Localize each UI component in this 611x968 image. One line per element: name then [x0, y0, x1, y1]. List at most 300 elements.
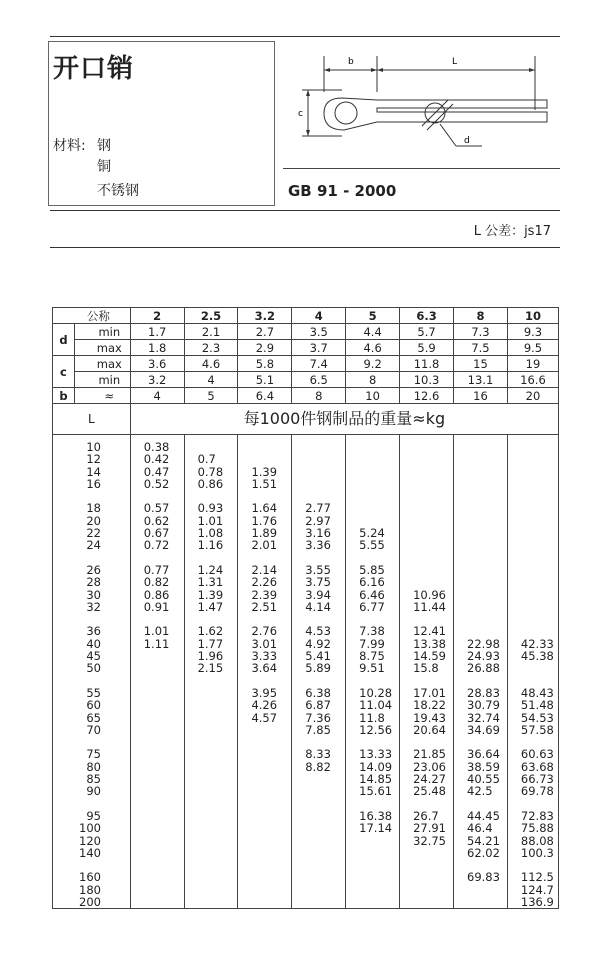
weight-value: 14.59 — [413, 649, 447, 664]
weight-value — [346, 835, 399, 847]
weight-value: 3.01 — [251, 636, 278, 651]
L-value: 24 — [86, 538, 101, 553]
weight-value — [292, 785, 345, 797]
weight-value: 13.38 — [413, 636, 447, 651]
nominal-label: 公称 — [53, 308, 131, 324]
weight-value: 11.8 — [359, 710, 385, 725]
weight-column — [238, 435, 292, 909]
table-cell: 8 — [346, 372, 400, 388]
weight-value: 3.33 — [251, 649, 278, 664]
weight-value: 42.33 — [520, 636, 554, 651]
weight-value: 8.82 — [305, 759, 331, 774]
weight-value: 1.16 — [197, 538, 224, 553]
L-value: 14 — [86, 464, 101, 479]
weight-value: 1.62 — [197, 624, 224, 639]
weight-value: 5.41 — [305, 649, 331, 664]
weight-value — [131, 662, 184, 674]
L-value: 75 — [86, 747, 101, 762]
weight-value: 66.73 — [520, 772, 554, 787]
table-cell: 9.3 — [507, 324, 558, 340]
weight-value — [508, 576, 558, 588]
weight-value: 69.78 — [520, 784, 554, 799]
weight-value — [292, 835, 345, 847]
table-cell: 2.9 — [238, 340, 292, 356]
table-cell: 4.4 — [346, 324, 400, 340]
weight-value — [238, 785, 291, 797]
weight-value — [400, 453, 453, 465]
table-cell: 19 — [507, 356, 558, 372]
weight-value — [508, 662, 558, 674]
weight-value: 0.62 — [143, 513, 170, 528]
L-value: 26 — [86, 562, 101, 577]
row-symbol: b — [53, 388, 75, 404]
lower-rule — [50, 247, 560, 248]
weight-value — [346, 847, 399, 859]
weight-value: 28.83 — [467, 685, 500, 700]
weight-values — [346, 435, 399, 908]
weight-value — [508, 564, 558, 576]
weight-value — [508, 589, 558, 601]
weight-value — [185, 748, 238, 760]
L-value: 70 — [86, 722, 101, 737]
weight-value — [292, 847, 345, 859]
weight-values — [454, 435, 507, 908]
weight-value: 63.68 — [520, 759, 554, 774]
weight-column — [346, 435, 400, 909]
L-value: 50 — [86, 661, 101, 676]
weight-value — [292, 884, 345, 896]
table-cell: 16.6 — [507, 372, 558, 388]
weight-value — [508, 441, 558, 453]
weight-value — [292, 466, 345, 478]
weight-value: 6.46 — [359, 587, 385, 602]
weight-value: 18.22 — [413, 698, 447, 713]
weight-value — [292, 822, 345, 834]
weight-value — [185, 773, 238, 785]
table-cell: 3.2 — [130, 372, 184, 388]
L-value: 85 — [86, 772, 101, 787]
standard-number: GB 91 - 2000 — [288, 182, 397, 200]
weight-value: 2.14 — [251, 562, 278, 577]
weight-value — [238, 441, 291, 453]
weight-value — [400, 478, 453, 490]
weight-value — [346, 441, 399, 453]
L-value: 32 — [86, 599, 101, 614]
weight-value: 0.72 — [143, 538, 170, 553]
weight-value — [400, 896, 453, 908]
table-cell: 20 — [507, 388, 558, 404]
row-sub: max — [74, 340, 130, 356]
weight-value — [185, 871, 238, 883]
weight-value: 5.85 — [359, 562, 385, 577]
weight-value — [508, 502, 558, 514]
table-cell: 5.8 — [238, 356, 292, 372]
L-column — [53, 435, 131, 909]
weight-value — [131, 822, 184, 834]
table-cell: 3.5 — [292, 324, 346, 340]
weight-value: 1.96 — [197, 649, 224, 664]
weight-value: 24.27 — [413, 772, 447, 787]
weight-values — [292, 435, 345, 908]
weight-value — [185, 884, 238, 896]
weight-value — [454, 515, 507, 527]
weight-value — [292, 896, 345, 908]
weight-values — [185, 435, 238, 908]
weight-value: 0.52 — [143, 476, 170, 491]
weight-value — [238, 453, 291, 465]
weight-value: 62.02 — [467, 845, 500, 860]
weight-value — [185, 724, 238, 736]
weight-value — [131, 748, 184, 760]
weight-value — [400, 527, 453, 539]
weight-value: 3.64 — [251, 661, 278, 676]
table-cell: 7.3 — [454, 324, 508, 340]
dim-L-label: L — [452, 57, 458, 67]
weight-column — [507, 435, 558, 909]
weight-title: 每1000件钢制品的重量≈kg — [130, 404, 558, 435]
weight-value — [400, 884, 453, 896]
weight-value: 12.56 — [359, 722, 393, 737]
table-cell: 11.8 — [400, 356, 454, 372]
weight-value: 6.38 — [305, 685, 331, 700]
weight-value: 8.75 — [359, 649, 385, 664]
weight-value — [400, 502, 453, 514]
table-cell: 16 — [454, 388, 508, 404]
standard-rule — [283, 168, 560, 169]
L-value: 120 — [79, 833, 101, 848]
row-symbol: d — [53, 324, 75, 356]
weight-value: 17.14 — [359, 821, 393, 836]
weight-value — [400, 441, 453, 453]
weight-value — [238, 810, 291, 822]
page-title: 开口销 — [53, 54, 135, 84]
weight-value — [454, 564, 507, 576]
weight-value: 16.38 — [359, 808, 393, 823]
row-sub: min — [74, 372, 130, 388]
nominal-cell: 8 — [454, 308, 508, 324]
weight-value: 1.11 — [143, 636, 170, 651]
top-rule — [50, 36, 560, 37]
weight-value — [292, 453, 345, 465]
weight-value — [131, 847, 184, 859]
cotter-pin-diagram — [282, 46, 560, 174]
weight-value: 4.53 — [305, 624, 331, 639]
weight-value — [238, 835, 291, 847]
L-value: 18 — [86, 501, 101, 516]
table-cell: 1.8 — [130, 340, 184, 356]
weight-value: 4.92 — [305, 636, 331, 651]
row-symbol: c — [53, 356, 75, 388]
L-value: 90 — [86, 784, 101, 799]
weight-value: 5.89 — [305, 661, 331, 676]
weight-value: 14.09 — [359, 759, 393, 774]
table-cell: 3.6 — [130, 356, 184, 372]
L-value: 160 — [79, 870, 101, 885]
weight-value — [185, 699, 238, 711]
weight-value: 7.36 — [305, 710, 331, 725]
weight-value — [508, 601, 558, 613]
nominal-cell: 2 — [130, 308, 184, 324]
weight-value: 88.08 — [520, 833, 554, 848]
weight-value: 1.24 — [197, 562, 224, 577]
table-cell: 4.6 — [184, 356, 238, 372]
weight-value: 0.78 — [197, 464, 224, 479]
weight-value — [131, 785, 184, 797]
nominal-cell: 6.3 — [400, 308, 454, 324]
weight-value — [131, 773, 184, 785]
weight-value — [454, 539, 507, 551]
weight-value — [238, 748, 291, 760]
table-cell: 6.5 — [292, 372, 346, 388]
weight-value: 17.01 — [413, 685, 447, 700]
weight-value: 3.95 — [251, 685, 278, 700]
weight-value — [185, 712, 238, 724]
weight-value: 6.77 — [359, 599, 385, 614]
weight-value: 6.87 — [305, 698, 331, 713]
weight-values — [131, 435, 184, 908]
weight-value: 11.04 — [359, 698, 393, 713]
weight-value: 10.96 — [413, 587, 447, 602]
weight-value — [454, 453, 507, 465]
weight-value — [238, 773, 291, 785]
dim-b-label: b — [348, 57, 354, 67]
weight-value — [292, 478, 345, 490]
weight-value — [185, 896, 238, 908]
material-copper: 铜 — [97, 159, 111, 175]
L-value: 30 — [86, 587, 101, 602]
weight-value — [346, 502, 399, 514]
weight-value: 23.06 — [413, 759, 447, 774]
weight-value — [508, 466, 558, 478]
weight-value — [400, 564, 453, 576]
weight-value — [238, 871, 291, 883]
table-cell: 13.1 — [454, 372, 508, 388]
table-cell: 2.3 — [184, 340, 238, 356]
L-value: 140 — [79, 845, 101, 860]
weight-value — [400, 871, 453, 883]
weight-value: 7.99 — [359, 636, 385, 651]
L-values — [53, 435, 130, 908]
weights-body — [53, 435, 559, 909]
L-value: 100 — [79, 821, 101, 836]
weight-value — [131, 712, 184, 724]
weight-value: 13.33 — [359, 747, 393, 762]
table-cell: 2.1 — [184, 324, 238, 340]
weight-value — [238, 896, 291, 908]
weight-value — [131, 724, 184, 736]
weight-value: 46.4 — [467, 821, 493, 836]
table-cell: 2.7 — [238, 324, 292, 340]
weight-value: 60.63 — [520, 747, 554, 762]
spec-table — [52, 307, 559, 909]
weight-value — [238, 761, 291, 773]
row-sub: min — [74, 324, 130, 340]
weight-value — [185, 847, 238, 859]
weight-value: 0.47 — [143, 464, 170, 479]
weight-value: 57.58 — [520, 722, 554, 737]
weight-value: 0.7 — [197, 452, 216, 467]
weight-value: 1.89 — [251, 526, 278, 541]
weight-value: 0.57 — [143, 501, 170, 516]
weight-value: 10.28 — [359, 685, 393, 700]
weight-value: 27.91 — [413, 821, 447, 836]
mid-rule — [50, 210, 560, 211]
weight-value: 69.83 — [467, 870, 500, 885]
weight-value — [131, 871, 184, 883]
weight-values — [400, 435, 453, 908]
weight-value: 3.94 — [305, 587, 331, 602]
weight-value — [400, 539, 453, 551]
nominal-cell: 2.5 — [184, 308, 238, 324]
weight-value — [346, 896, 399, 908]
weight-value: 15.61 — [359, 784, 393, 799]
weight-value — [454, 589, 507, 601]
L-value: 12 — [86, 452, 101, 467]
weight-value — [454, 466, 507, 478]
material-steel: 钢 — [97, 138, 111, 154]
weight-value: 1.39 — [251, 464, 278, 479]
weight-value — [508, 625, 558, 637]
weight-value — [346, 478, 399, 490]
weight-value: 1.47 — [197, 599, 224, 614]
weight-value — [346, 453, 399, 465]
weight-value — [185, 810, 238, 822]
weight-value — [238, 884, 291, 896]
weight-value: 45.38 — [520, 649, 554, 664]
weight-value — [400, 847, 453, 859]
weight-values — [508, 435, 558, 908]
table-cell: 1.7 — [130, 324, 184, 340]
weight-value: 20.64 — [413, 722, 447, 737]
table-cell: 4.6 — [346, 340, 400, 356]
table-cell: 5 — [184, 388, 238, 404]
weight-value: 0.86 — [143, 587, 170, 602]
weight-value — [131, 835, 184, 847]
weight-value: 5.24 — [359, 526, 385, 541]
table-cell: 9.5 — [507, 340, 558, 356]
dim-d-label: d — [464, 136, 470, 146]
row-sub: max — [74, 356, 130, 372]
L-header: L — [53, 404, 131, 435]
weight-value: 3.36 — [305, 538, 331, 553]
tolerance-note: L 公差：js17 — [473, 224, 551, 239]
weight-value — [454, 576, 507, 588]
weight-value: 0.38 — [143, 440, 170, 454]
dim-row-d-min — [53, 324, 559, 340]
weight-value — [454, 601, 507, 613]
weight-value — [454, 441, 507, 453]
table-cell: 9.2 — [346, 356, 400, 372]
weight-value: 0.86 — [197, 476, 224, 491]
nominal-cell: 10 — [507, 308, 558, 324]
weight-column — [130, 435, 184, 909]
weight-value: 4.14 — [305, 599, 331, 614]
weight-value: 2.39 — [251, 587, 278, 602]
weight-value: 54.53 — [520, 710, 554, 725]
weight-column — [292, 435, 346, 909]
weight-value — [508, 527, 558, 539]
table-cell: 6.4 — [238, 388, 292, 404]
weight-value: 26.7 — [413, 808, 439, 823]
weight-value — [400, 576, 453, 588]
weight-value: 26.88 — [467, 661, 500, 676]
weight-value: 124.7 — [520, 882, 554, 897]
weight-value: 0.77 — [143, 562, 170, 577]
weight-value: 36.64 — [467, 747, 500, 762]
weight-value: 54.21 — [467, 833, 500, 848]
weight-value: 3.16 — [305, 526, 331, 541]
nominal-cell: 4 — [292, 308, 346, 324]
nominal-cell: 5 — [346, 308, 400, 324]
weight-value: 22.98 — [467, 636, 500, 651]
weight-value — [400, 466, 453, 478]
weight-value: 11.44 — [413, 599, 447, 614]
weight-value — [131, 884, 184, 896]
weight-value — [131, 810, 184, 822]
weight-value: 0.93 — [197, 501, 224, 516]
dim-row-d-max — [53, 340, 559, 356]
table-cell: 5.7 — [400, 324, 454, 340]
weight-value: 40.55 — [467, 772, 500, 787]
weight-value — [292, 773, 345, 785]
weight-value: 2.51 — [251, 599, 278, 614]
weight-value: 75.88 — [520, 821, 554, 836]
nominal-row — [53, 308, 559, 324]
dim-c-label: c — [298, 109, 303, 119]
weight-value: 34.69 — [467, 722, 500, 737]
nominal-cell: 3.2 — [238, 308, 292, 324]
L-value: 95 — [86, 808, 101, 823]
weight-value — [508, 515, 558, 527]
weight-value: 12.41 — [413, 624, 447, 639]
weight-value — [346, 871, 399, 883]
dim-row-b — [53, 388, 559, 404]
weight-value: 32.74 — [467, 710, 500, 725]
L-value: 60 — [86, 698, 101, 713]
weight-value — [131, 699, 184, 711]
weight-value — [508, 478, 558, 490]
table-cell: 4 — [184, 372, 238, 388]
weight-value — [292, 441, 345, 453]
weight-title-row — [53, 404, 559, 435]
weight-value: 1.51 — [251, 476, 278, 491]
weight-value: 2.26 — [251, 575, 278, 590]
weight-value — [454, 527, 507, 539]
weight-value — [454, 625, 507, 637]
weight-value: 1.39 — [197, 587, 224, 602]
L-value: 180 — [79, 882, 101, 897]
weight-value — [346, 884, 399, 896]
L-value: 10 — [86, 440, 101, 454]
material-stainless: 不锈钢 — [97, 183, 139, 199]
weight-value: 0.91 — [143, 599, 170, 614]
weight-value: 32.75 — [413, 833, 447, 848]
L-value: 45 — [86, 649, 101, 664]
weight-value: 42.5 — [467, 784, 493, 799]
weight-value: 1.77 — [197, 636, 224, 651]
weight-value: 1.08 — [197, 526, 224, 541]
L-value: 16 — [86, 476, 101, 491]
weight-value: 9.51 — [359, 661, 385, 676]
weight-value: 19.43 — [413, 710, 447, 725]
weight-value — [292, 810, 345, 822]
weight-value — [454, 478, 507, 490]
row-sub: ≈ — [74, 388, 130, 404]
weight-value: 38.59 — [467, 759, 500, 774]
weight-value: 7.85 — [305, 722, 331, 737]
L-value: 36 — [86, 624, 101, 639]
weight-value: 4.26 — [251, 698, 278, 713]
